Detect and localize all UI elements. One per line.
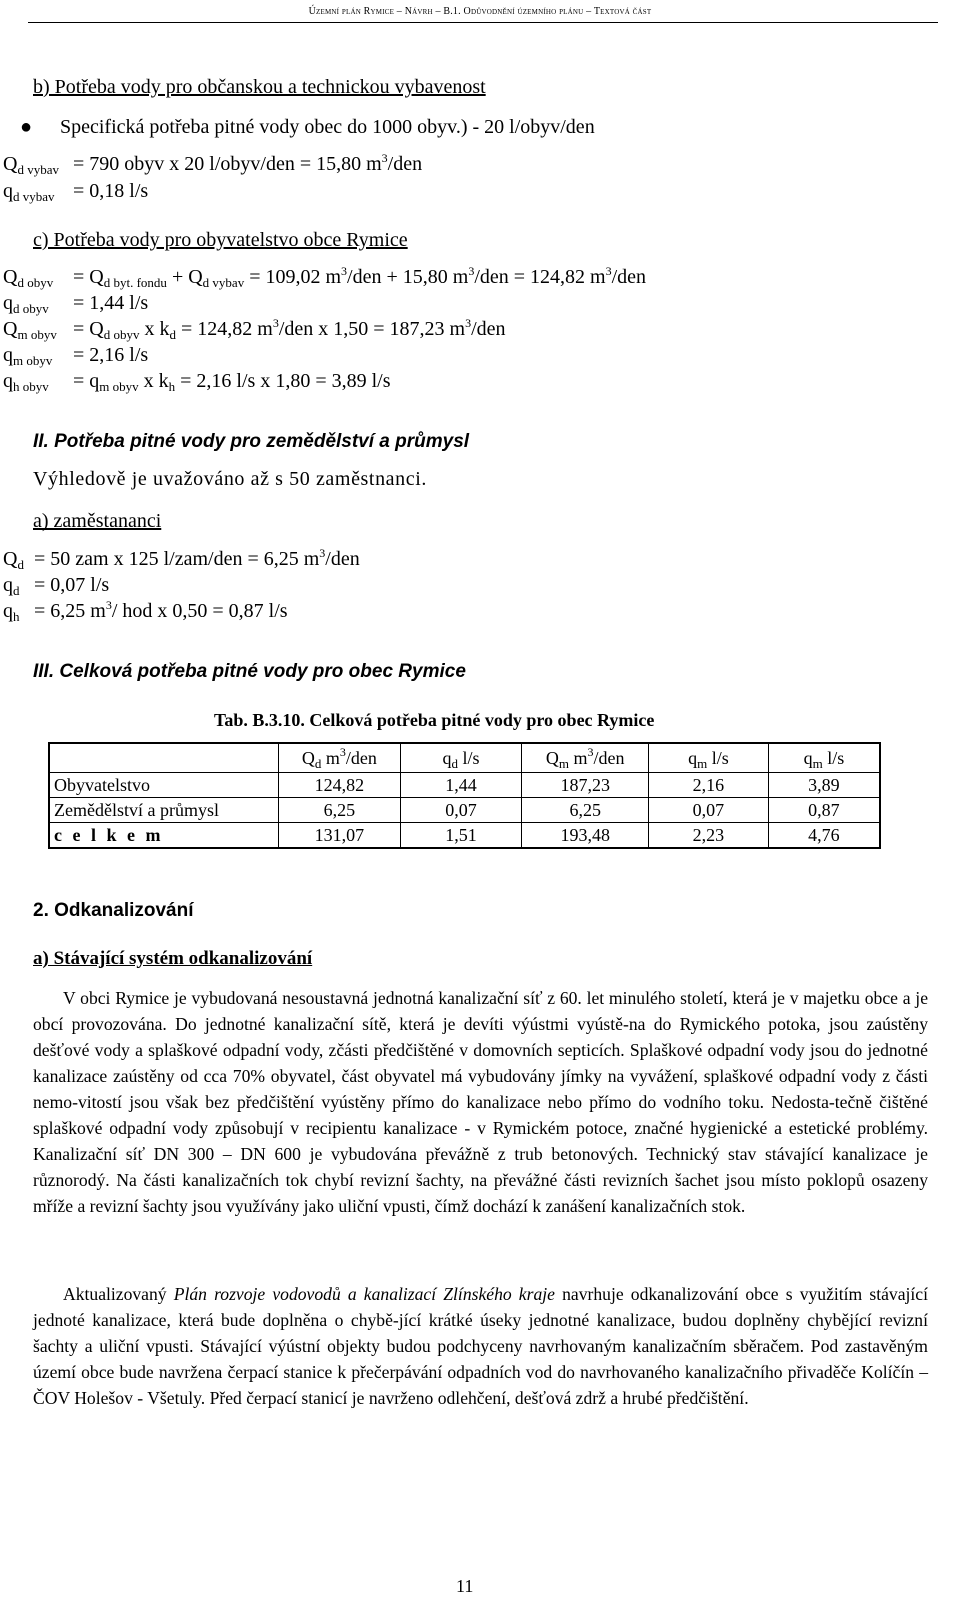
page-number: 11 — [456, 1576, 474, 1596]
eq-ii1-label: $Q_d$ — [3, 548, 24, 572]
table-cell: 1,51 — [400, 823, 522, 849]
header-rule — [28, 22, 938, 23]
running-header: Územní plán Rymice – Návrh – B.1. Odůvodnění územního plánu – Textová část — [308, 6, 652, 17]
paragraph-plan: Aktualizovaný Plán rozvoje vodovodů a kanalizací Zlínského kraje navrhuje odkanalizování obce s využitím stávající jednoté kanalizace, která bude doplněna o chybě-jící krátké úseky jednotné kanalizace, budou doplněny chybějící revizní šachty a uliční vpusti. Stávající výústní objekty budou podchyceny navrhovaným kanalizačním sběračem. Pod zastavěným území obce bude navržena čerpací stanice k přečerpávání odpadních vod do navrhovaného kanalizačního přivaděče Kolíčín – ČOV Holešov - Všetuly. Před čerpací stanicí je navrženo odlehčení, dešťová zdrž a hrubé předčištění. — [33, 1284, 928, 1408]
bullet-icon: ● — [20, 116, 33, 138]
eq-ii2-label: $q_d$ — [3, 574, 20, 598]
eq-ii1-value: = 50 zam x 125 l/zam/den = 6,25 $m^3$/den — [34, 546, 360, 570]
table-cell: 187,23 — [522, 773, 649, 798]
eq-c5-value: = $q_{m obyv}$ x $k_h = 2,16$ l/s x 1,80 = 3,89 l/s — [73, 370, 391, 394]
table-caption: Tab. B.3.10. Celková potřeba pitné vody pro obec Rymice — [214, 710, 655, 730]
eq-qd-vybav-label: $Q_{d vybav}$ — [3, 153, 59, 177]
table-cell: 193,48 — [522, 823, 649, 849]
table-cell: 124,82 — [278, 773, 400, 798]
table-row — [49, 798, 880, 823]
section-ii-subtitle: a) zaměstananci — [33, 510, 162, 532]
paragraph-existing-system: V obci Rymice je vybudovaná nesoustavná jednotná kanalizační síť z 60. let minulého století, která je v majetku obce a je obcí provozována. Do jednotné kanalizační sítě, která je devíti výústmi vyústě-na do Rymického potoka, jsou zaústěny dešťové vody a splaškové odpadní vody, zčásti předčištěné v domovních septicích. Splaškové odpadní vody jsou do jednotné kanalizace zaústěny od cca 70% obyvatel, část obyvatel má vybudovány jímky na vyvážení, splaškové odpadní vody z části nemo-vitostí jsou však bez předčištění vyústěny přímo do kanalizace nebo přímo do vodního toku. Nedosta-tečně čištěné splaškové odpadní vody způsobují v recipientu kanalizace - v Rymickém potoce, značné hygienické a estetické problémy. Kanalizační síť DN 300 – DN 600 je vybudována převážně z trub betonových. Technický stav stávající kanalizace je různorodý. Na části kanalizačních tok chybí revizní šachty, na převážné části revizních šachet jsou místo poklopů osazeny mříže a revizní šachty jsou využívány jako uliční vpusti, čímž dochází k zanášení kanalizačních stok. — [33, 988, 928, 1216]
eq-c2-label: $q_{d obyv}$ — [3, 292, 49, 316]
table-row-label: Obyvatelstvo — [49, 773, 278, 798]
table-cell: 2,16 — [649, 773, 769, 798]
eq-c2-value: = 1,44 l/s — [73, 292, 149, 314]
table-header-cell: $q_m$ l/s — [649, 743, 769, 773]
eq-c4-value: = 2,16 l/s — [73, 344, 149, 366]
table-header-row — [49, 743, 880, 773]
table-cell: 0,07 — [649, 798, 769, 823]
bullet-text: Specifická potřeba pitné vody obec do 1000 obyv.) - 20 l/obyv/den — [60, 116, 595, 138]
eq-c4-label: $q_{m obyv}$ — [3, 344, 53, 368]
eq-c3-value: = $Q_{d obyv}$ x $k_d = 124,82$ $m^3$/den x 1,50 = 187,23 $m^3$/den — [73, 316, 506, 342]
table-cell: 1,44 — [400, 773, 522, 798]
table-header-cell: $Q_m$ $m^3$/den — [522, 743, 649, 773]
eq-c3-label: $Q_{m obyv}$ — [3, 318, 57, 342]
eq-qd-vybav-value: = 790 obyv x 20 l/obyv/den = 15,80 $m^3$/den — [73, 151, 423, 175]
section-2-title: 2. Odkanalizování — [33, 900, 194, 921]
section-2-subtitle: a) Stávající systém odkanalizování — [33, 948, 313, 969]
section-ii-title: II. Potřeba pitné vody pro zemědělství a průmysl — [33, 431, 470, 452]
table-row-total — [49, 823, 880, 849]
eq-ii2-value: = 0,07 l/s — [34, 574, 110, 596]
table-cell: 0,07 — [400, 798, 522, 823]
table-row-label: c e l k e m — [49, 823, 278, 849]
eq-c5-label: $q_{h obyv}$ — [3, 370, 49, 394]
eq-ii3-value: = 6,25 $m^3/$ hod x 0,50 = 0,87 l/s — [34, 598, 288, 622]
eq-qdl-vybav-value: = 0,18 l/s — [73, 180, 149, 202]
table-cell: 3,89 — [768, 773, 880, 798]
table-cell: 0,87 — [768, 798, 880, 823]
eq-ii3-label: $q_h$ — [3, 600, 20, 624]
table-row — [49, 773, 880, 798]
table-cell: 2,23 — [649, 823, 769, 849]
section-ii-intro: Výhledově je uvažováno až s 50 zaměstnanci. — [33, 468, 427, 490]
table-cell: 131,07 — [278, 823, 400, 849]
section-c-title: c) Potřeba vody pro obyvatelstvo obce Rymice — [33, 229, 408, 251]
section-b-title: b) Potřeba vody pro občanskou a technickou vybavenost — [33, 76, 486, 98]
section-iii-title: III. Celková potřeba pitné vody pro obec Rymice — [33, 661, 466, 682]
eq-c1-value: = $Q_{d byt. fondu} + Q_{d vybav} = 109,02$ $m^3$/den + 15,80 $m^3$/den = 124,82 $m^3$/den — [73, 264, 647, 290]
table-cell: 6,25 — [278, 798, 400, 823]
table-row-label: Zemědělství a průmysl — [49, 798, 278, 823]
water-demand-table — [48, 742, 881, 849]
table-header-cell: $q_m$ l/s — [768, 743, 880, 773]
eq-qdl-vybav-label: $q_{d vybav}$ — [3, 180, 55, 204]
table-cell: 6,25 — [522, 798, 649, 823]
table-cell: 4,76 — [768, 823, 880, 849]
eq-c1-label: $Q_{d obyv}$ — [3, 266, 54, 290]
table-header-empty — [49, 743, 278, 773]
table-header-cell: $q_d$ l/s — [400, 743, 522, 773]
table-header-cell: $Q_d$ $m^3$/den — [278, 743, 400, 773]
bullet-item — [20, 116, 32, 139]
